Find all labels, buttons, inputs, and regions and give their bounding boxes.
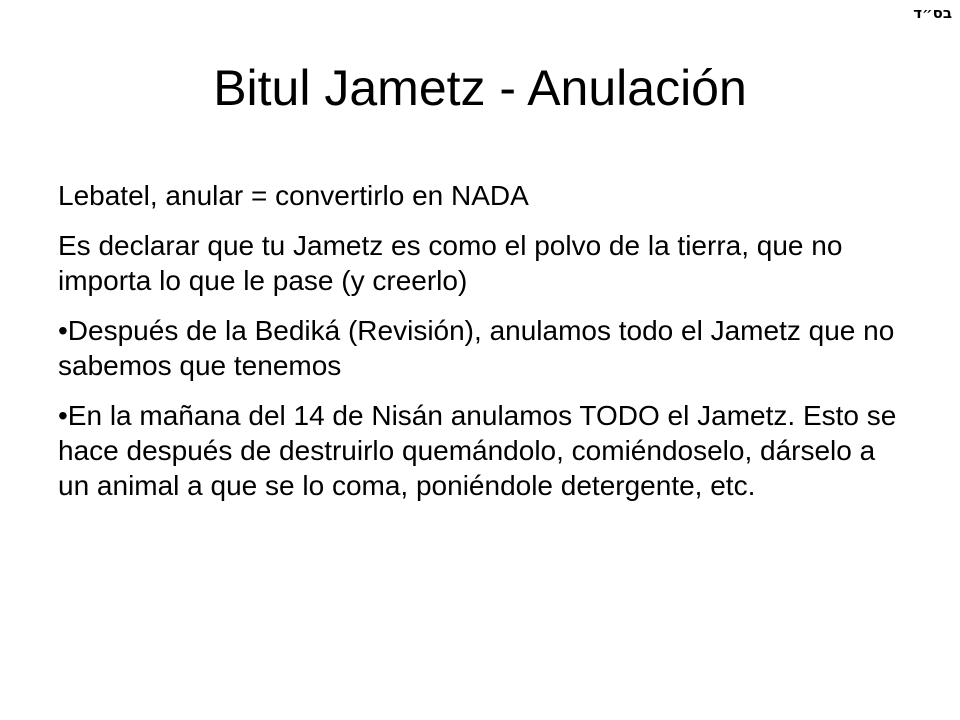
paragraph-declaration: Es declarar que tu Jametz es como el polvo de la tierra, que no importa lo que le pase (y creerlo) [58, 230, 843, 296]
slide-title: Bitul Jametz - Anulación [213, 60, 747, 116]
bullet-morning-14-nisan: •En la mañana del 14 de Nisán anulamos TODO el Jametz. Esto se hace después de destruirlo quemándolo, comiéndoselo, dárselo a un animal a que se lo coma, poniéndole detergente, etc. [58, 400, 897, 501]
paragraph-definition: Lebatel, anular = convertirlo en NADA [58, 180, 529, 211]
slide-body [58, 178, 908, 518]
corner-mark: בס״ד [913, 4, 952, 22]
bullet-after-bedika: •Después de la Bediká (Revisión), anulamos todo el Jametz que no sabemos que tenemos [58, 315, 895, 381]
